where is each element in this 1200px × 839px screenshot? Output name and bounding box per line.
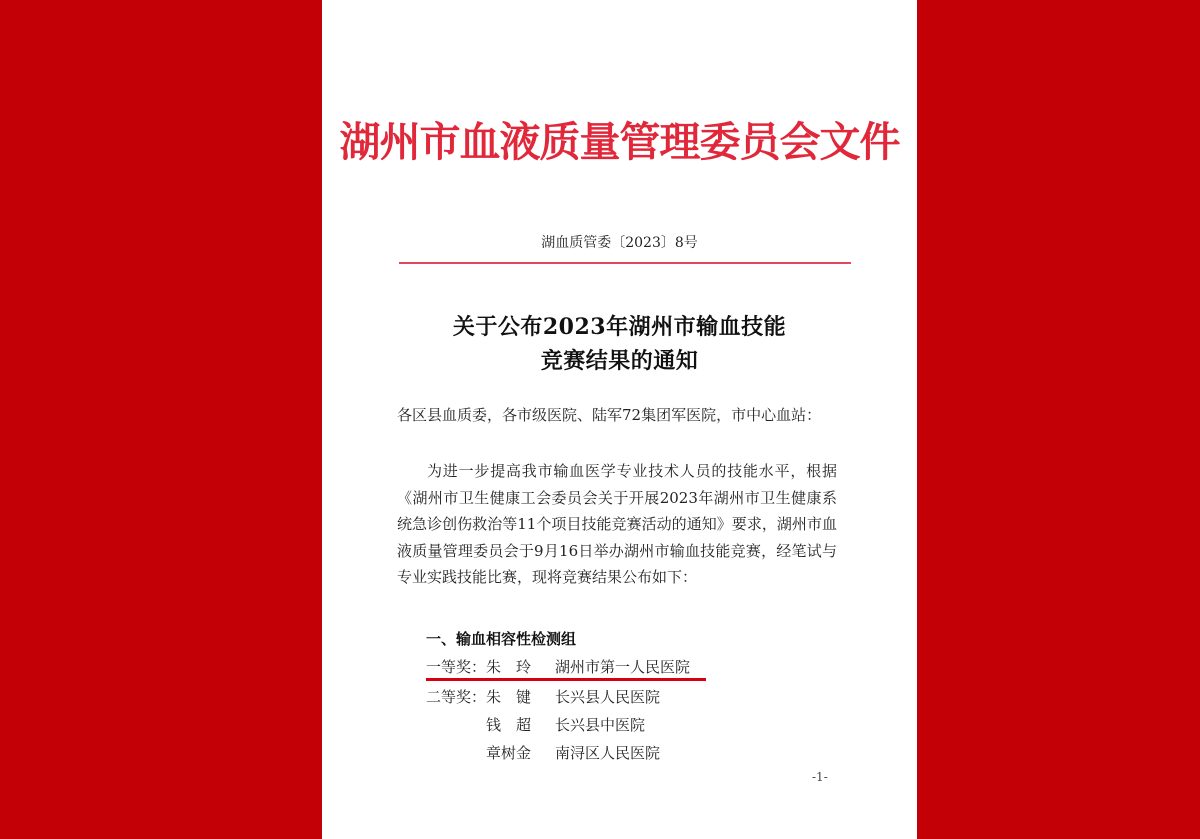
salutation: 各区县血质委，各市级医院、陆军72集团军医院，市中心血站： [397, 406, 822, 424]
body-paragraph: 为进一步提高我市输血医学专业技术人员的技能水平，根据《湖州市卫生健康工会委员会关于开展2023年湖州市卫生健康系统急诊创伤救治等11个项目技能竞赛活动的通知》要求，湖州市血液质量管理委员会于9月16日举办湖州市输血技能竞赛，经笔试与专业实践技能比赛，现将竞赛结果公布如下： [397, 462, 837, 586]
document-page [322, 0, 917, 839]
notice-title-line-1: 关于公布2023年湖州市输血技能 [452, 314, 787, 340]
award-name: 章树金 [486, 744, 532, 762]
award-row [322, 655, 917, 679]
notice-title-line-2: 竞赛结果的通知 [540, 348, 699, 374]
award-row [322, 741, 917, 765]
award-name: 朱 键 [486, 688, 532, 706]
award-organization: 南浔区人民医院 [555, 744, 661, 762]
document-number: 湖血质管委〔2023〕8号 [541, 235, 698, 251]
award-organization: 长兴县人民医院 [555, 688, 661, 706]
award-organization: 长兴县中医院 [555, 716, 646, 734]
page-number: -1- [812, 770, 828, 784]
header-divider [399, 262, 851, 264]
highlight-underline [426, 678, 706, 681]
document-header-title: 湖州市血液质量管理委员会文件 [339, 118, 900, 166]
award-organization: 湖州市第一人民医院 [555, 658, 691, 676]
award-row [322, 713, 917, 737]
award-name: 钱 超 [486, 716, 532, 734]
section-heading: 一、输血相容性检测组 [426, 630, 577, 648]
award-level: 一等奖： [426, 658, 487, 676]
award-name: 朱 玲 [486, 658, 532, 676]
award-level: 二等奖： [426, 688, 487, 706]
award-row [322, 685, 917, 709]
